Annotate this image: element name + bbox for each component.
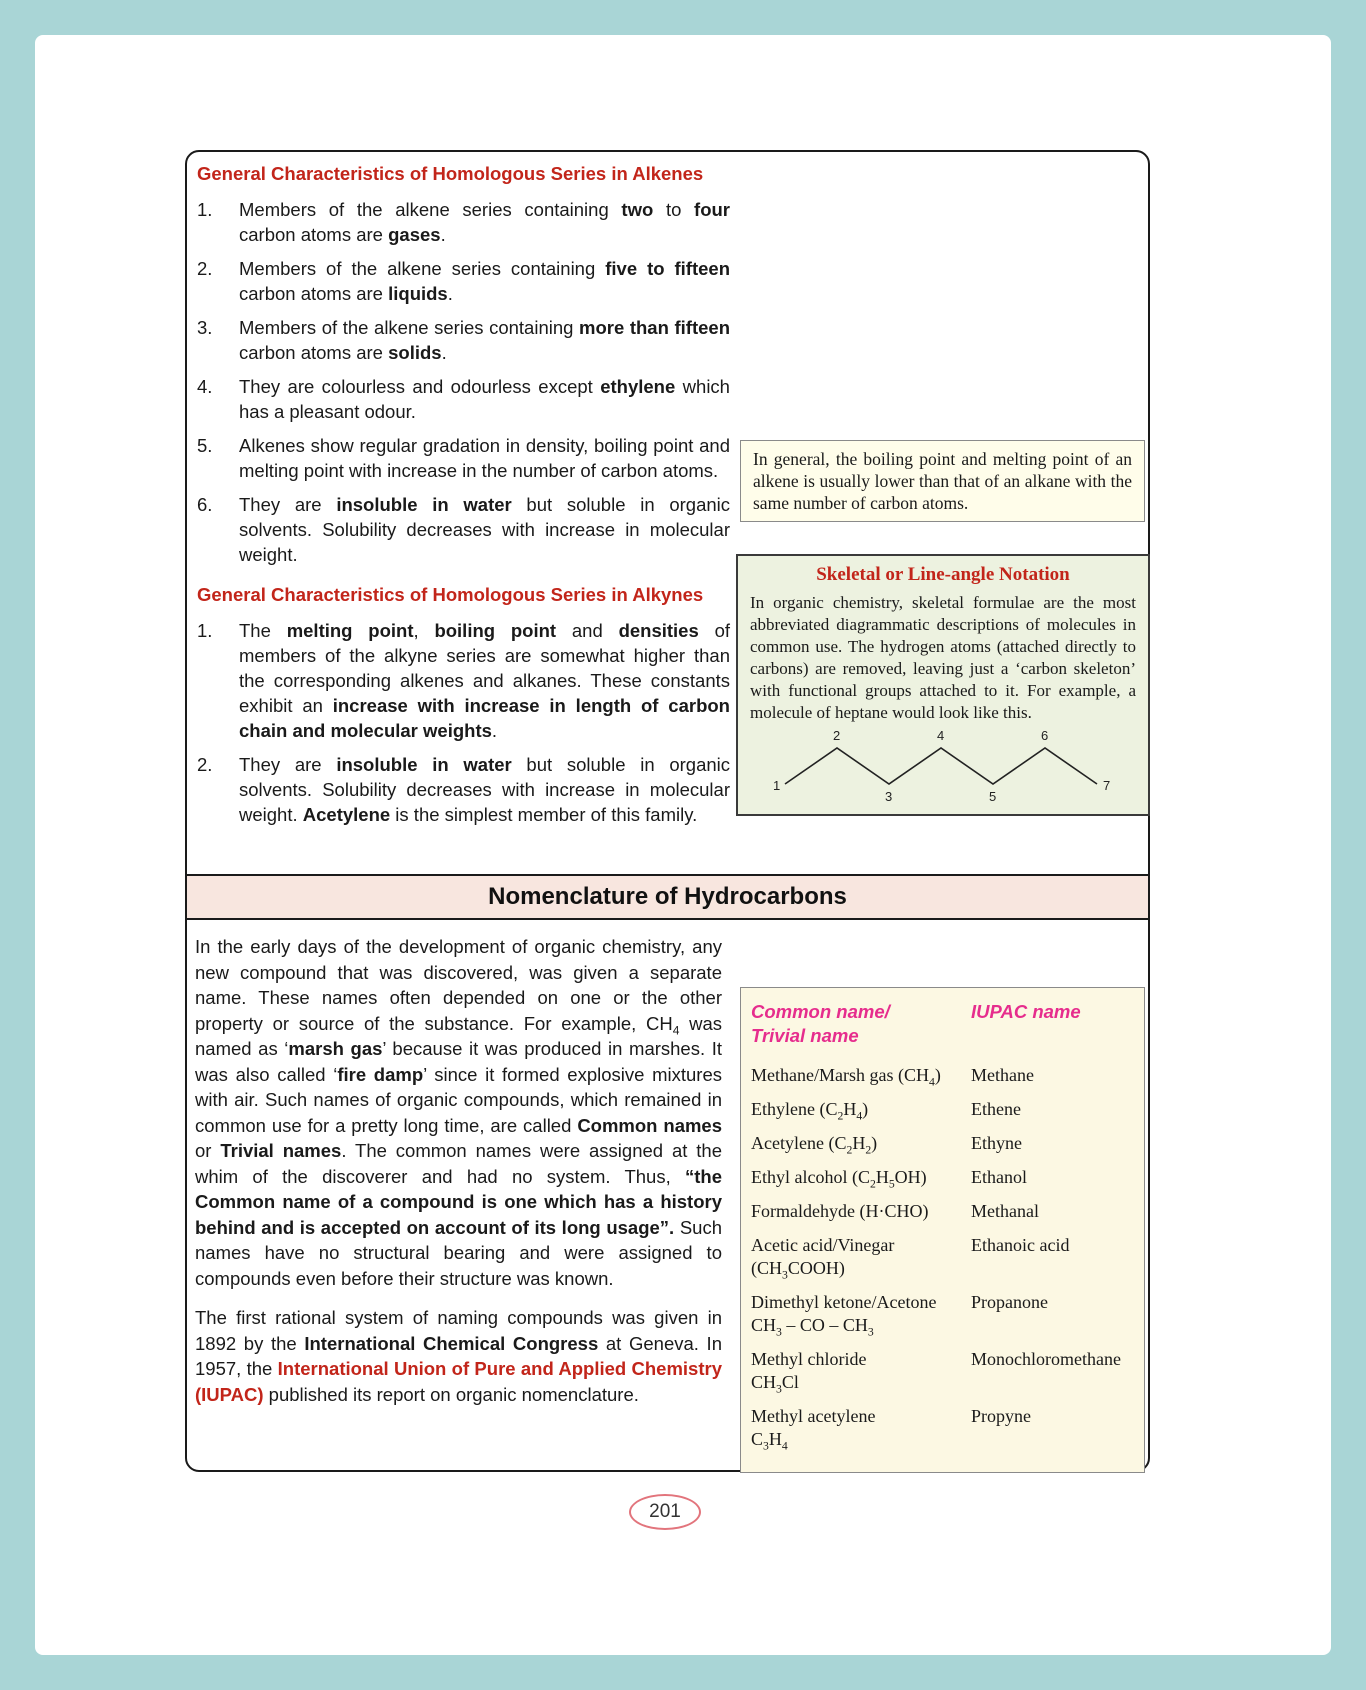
- page-number: 201: [649, 1501, 681, 1522]
- alkene-alkyne-section: [197, 162, 730, 836]
- nomenclature-paragraph-2: The first rational system of naming compounds was given in 1892 by the International Chemical Congress at Geneva. In 1957, the International Union of Pure and Applied Chemistry (IUPAC) published its report on organic nomenclature.: [195, 1307, 722, 1405]
- alkenes-heading: General Characteristics of Homologous Series in Alkenes: [197, 163, 704, 184]
- carbon-label: 5: [989, 789, 997, 804]
- list-item: [197, 618, 730, 743]
- common-name-cell: Acetic acid/Vinegar $(CH_3COOH)$: [751, 1235, 895, 1282]
- carbon-label: 3: [885, 789, 893, 804]
- iupac-name-header: IUPAC name: [971, 1001, 1081, 1022]
- note-text: In general, the boiling point and melting point of an alkene is usually lower than that of an alkane with the same number of carbon atoms.: [753, 449, 1132, 513]
- common-name-cell: Methyl chloride $CH_3Cl$: [751, 1349, 867, 1396]
- list-number: 6.: [197, 494, 213, 515]
- carbon-label: 1: [773, 778, 781, 793]
- common-name-cell: Formaldehyde (H·CHO): [751, 1201, 929, 1221]
- list-item: [197, 752, 730, 827]
- common-iupac-name-table: [740, 987, 1145, 1473]
- list-item: [197, 256, 730, 306]
- table-row: [751, 1064, 1134, 1087]
- table-row: [751, 1132, 1134, 1155]
- iupac-name-cell: Ethyne: [971, 1133, 1022, 1153]
- list-text: The melting point, boiling point and densities of members of the alkyne series are somewhat higher than the corresponding alkenes and alkanes. These constants exhibit an increase with increase in length of carbon chain and molecular weights.: [239, 620, 730, 741]
- table-row: [751, 1405, 1134, 1451]
- common-name-header: Common name/ Trivial name: [751, 1001, 890, 1046]
- alkynes-heading: General Characteristics of Homologous Series in Alkynes: [197, 584, 704, 605]
- iupac-name-cell: Ethanol: [971, 1167, 1027, 1187]
- common-name-cell: Ethylene $(C_2H_4)$: [751, 1099, 869, 1123]
- skeletal-box-text: In organic chemistry, skeletal formulae are the most abbreviated diagrammatic descriptions of molecules in common use. The hydrogen atoms (attached directly to carbons) are removed, leaving just a ‘carbon skeleton’ with functional groups attached to it. For example, a molecule of heptane would look like this.: [750, 593, 1136, 722]
- list-number: 5.: [197, 435, 213, 456]
- banner-title: Nomenclature of Hydrocarbons: [488, 883, 847, 910]
- carbon-label: 6: [1041, 728, 1049, 743]
- list-text: They are insoluble in water but soluble in organic solvents. Solubility decreases with increase in molecular weight. Acetylene is the simplest member of this family.: [239, 754, 731, 825]
- list-text: Members of the alkene series containing more than fifteen carbon atoms are solids.: [239, 317, 730, 363]
- list-number: 3.: [197, 317, 213, 338]
- list-number: 1.: [197, 620, 213, 641]
- carbon-label: 7: [1103, 778, 1111, 793]
- iupac-name-cell: Propanone: [971, 1292, 1048, 1312]
- list-number: 4.: [197, 376, 213, 397]
- carbon-skeleton-zigzag: [785, 748, 1097, 784]
- iupac-name-cell: Methane: [971, 1065, 1034, 1085]
- carbon-label: 2: [833, 728, 841, 743]
- common-name-cell: Methyl acetylene $C_3H_4$: [751, 1406, 876, 1453]
- list-item: [197, 315, 730, 365]
- carbon-label: 4: [937, 728, 945, 743]
- list-item: [197, 433, 730, 483]
- list-text: They are insoluble in water but soluble in organic solvents. Solubility decreases with increase in molecular weight.: [239, 494, 731, 565]
- common-name-cell: Ethyl alcohol $(C_2H_5OH)$: [751, 1167, 927, 1191]
- common-name-cell: Methane/Marsh gas $(CH_4)$: [751, 1065, 941, 1089]
- iupac-name-cell: Ethene: [971, 1099, 1021, 1119]
- list-number: 1.: [197, 199, 213, 220]
- list-item: [197, 492, 730, 567]
- table-row: [751, 1291, 1134, 1337]
- iupac-name-cell: Methanal: [971, 1201, 1039, 1221]
- nomenclature-paragraph-1: In the early days of the development of organic chemistry, any new compound that was discovered, was given a separate name. These names often depended on one or the other property or source of the substance. For example, $CH_4$ was named as ‘marsh gas’ because it was produced in marshes. It was also called ‘fire damp’ since it formed explosive mixtures with air. Such names of organic compounds, which remained in common use for a pretty long time, are called Common names or Trivial names. The common names were assigned at the whim of the discoverer and had no system. Thus, “the Common name of a compound is one which has a history behind and is accepted on account of its long usage”. Such names have no structural bearing and were assigned to compounds even before their structure was known.: [195, 936, 723, 1289]
- list-item: [197, 374, 730, 424]
- content-border-box: [185, 150, 1150, 1472]
- section-banner-nomenclature: [185, 874, 1150, 920]
- iupac-name-cell: Ethanoic acid: [971, 1235, 1070, 1255]
- common-name-cell: Acetylene $(C_2H_2)$: [751, 1133, 878, 1157]
- iupac-name-cell: Monochloromethane: [971, 1349, 1121, 1369]
- list-number: 2.: [197, 754, 213, 775]
- list-text: Members of the alkene series containing five to fifteen carbon atoms are liquids.: [239, 258, 730, 304]
- list-text: They are colourless and odourless except ethylene which has a pleasant odour.: [239, 376, 730, 422]
- table-row: [751, 1234, 1134, 1280]
- table-row: [751, 1200, 1134, 1223]
- page-sheet: [35, 35, 1331, 1655]
- list-number: 2.: [197, 258, 213, 279]
- list-text: Members of the alkene series containing two to four carbon atoms are gases.: [239, 199, 730, 245]
- iupac-name-cell: Propyne: [971, 1406, 1031, 1426]
- boiling-point-note-box: [740, 440, 1145, 522]
- common-name-cell: Dimethyl ketone/Acetone $CH_3$ – CO – $CH_3$: [751, 1292, 937, 1339]
- table-header-row: [751, 1000, 1134, 1048]
- nomenclature-text-section: [195, 934, 722, 1421]
- skeletal-notation-box: [736, 554, 1150, 816]
- list-text: Alkenes show regular gradation in density, boiling point and melting point with increase in the number of carbon atoms.: [239, 435, 730, 481]
- page-number-badge: [629, 1494, 701, 1530]
- list-item: [197, 197, 730, 247]
- table-row: [751, 1166, 1134, 1189]
- skeletal-box-title: Skeletal or Line-angle Notation: [816, 564, 1070, 585]
- table-row: [751, 1348, 1134, 1394]
- table-row: [751, 1098, 1134, 1121]
- heptane-skeletal-diagram: [763, 728, 1123, 808]
